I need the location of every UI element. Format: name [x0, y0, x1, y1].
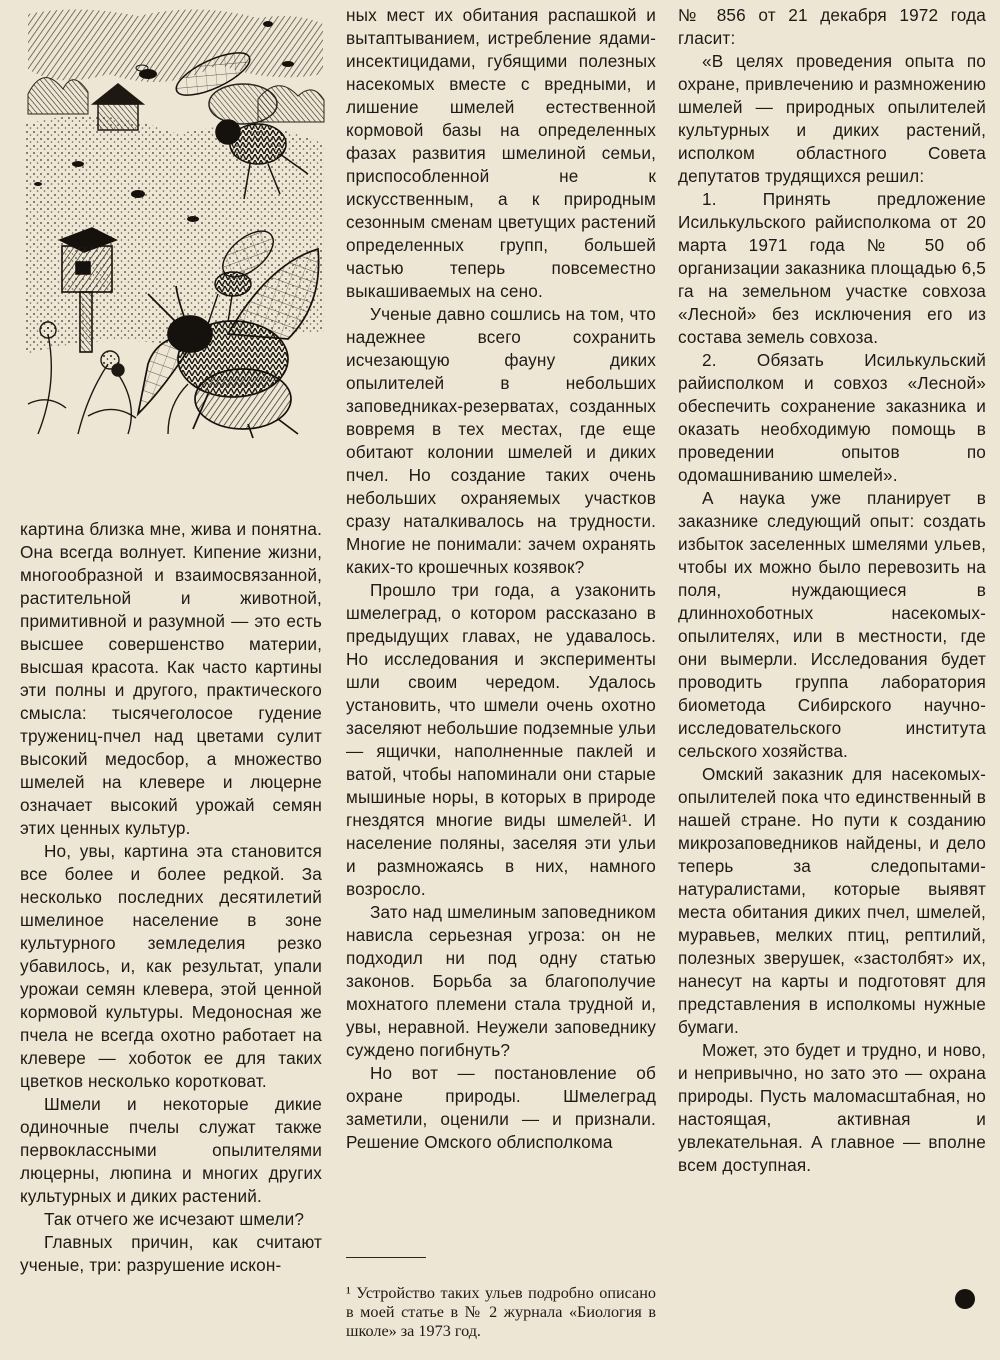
col2-paragraph: Но вот — постановление об охране природы. Шмелеград заметили, оценили — и признали. Решение Омского облисполкома — [346, 1063, 656, 1152]
col1-paragraph: Шмели и некоторые дикие одиночные пчелы служат также первоклассными опылителями люцерны, люпина и многих других культурных и диких растений. — [20, 1094, 322, 1206]
col3-paragraph: А наука уже планирует в заказнике следующий опыт: создать избыток заселенных шмелями ульев, чтобы их можно было перевозить на поля, нуждающиеся в длиннохоботных насекомых-опылителях, или в местности, где они вымерли. Исследования будет проводить группа лаборатория биометода Сибирского научно-исследовательского института сельского хозяйства. — [678, 488, 986, 761]
col2-paragraph: Зато над шмелиным заповедником нависла серьезная угроза: он не подходил ни под одну статью законов. Борьба за благополучие мохнатого племени стала трудной и, увы, неравной. Неужели заповеднику суждено погибнуть? — [346, 902, 656, 1060]
col1-paragraph: Так отчего же исчезают шмели? — [44, 1209, 305, 1229]
col2-paragraph: Прошло три года, а узаконить шмелеград, о котором рассказано в предыдущих главах, не удавалось. Но исследования и эксперименты шли своим чередом. Удалось установить, что шмели очень охотно заселяют небольшие подземные ульи — ящички, наполненные паклей и ватой, чтобы напоминали они старые мышиные норы, в которых в природе гнездятся многие виды шмелей¹. И население поляны, заселяя эти ульи и размножаясь в них, намного возросло. — [346, 580, 656, 899]
col3-paragraph: № 856 от 21 декабря 1972 года гласит: — [678, 5, 986, 48]
column-1 — [20, 0, 322, 1360]
column-3 — [678, 0, 986, 1360]
footnote-divider — [346, 1257, 426, 1258]
col2-paragraph: ных мест их обитания распашкой и вытаптыванием, истребление ядами-инсектицидами, губящими полезных насекомых вместе с вредными, и лишение шмелей естественной кормовой базы на определенных фазах развития шмелиной семьи, приспособленной не к искусственным, а к природным сезонным сменам цветущих растений определенных групп, большей частью теперь повсеместно выкашиваемых на сено. — [346, 5, 656, 301]
col1-paragraph: Главных причин, как считают ученые, три: разрушение искон- — [20, 1232, 322, 1275]
col3-paragraph: Может, это будет и трудно, и ново, и непривычно, но зато это — охрана природы. Пусть маломасштабная, но настоящая, активная и увлекательная. А главное — вполне всем доступная. — [678, 1040, 986, 1175]
col3-paragraph: 1. Принять предложение Исилькульского райисполкома от 20 марта 1971 года № 50 об организации заказника площадью 6,5 га на земельном участке совхоза «Лесной» без исключения его из состава земель совхоза. — [678, 189, 986, 347]
col1-paragraph: Но, увы, картина эта становится все более и более редкой. За несколько последних десятилетий шмелиное население в зоне культурного земледелия резко убавилось, и, как результат, упали урожаи семян клевера, этой ценной кормовой культуры. Медоносная же пчела не всегда охотно работает на клевере — хоботок ее для таких цветков несколько коротковат. — [20, 841, 322, 1091]
col1-paragraph: картина близка мне, жива и понятна. Она всегда волнует. Кипение жизни, многообразной и взаимосвязанной, растительной и животной, примитивной и разумной — это есть высшее совершенство материи, высшая красота. Как часто картины эти полны и другого, практического смысла: тысячеголосое гудение тружениц-пчел над цветами сулит высокий медосбор, а множество шмелей на клевере и люцерне означает высокий урожай семян этих ценных культур. — [20, 519, 322, 838]
footnote: ¹ Устройство таких ульев подробно описано в моей статье в № 2 журнала «Биология в школе» за 1973 год. — [346, 1284, 656, 1341]
end-of-article-dot-icon — [955, 1289, 975, 1309]
col3-paragraph: «В целях проведения опыта по охране, привлечению и размножению шмелей — природных опылителей культурных и диких растений, исполком областного Совета депутатов трудящихся решил: — [678, 51, 986, 186]
column-2 — [346, 0, 656, 1360]
col2-paragraph: Ученые давно сошлись на том, что надежнее всего сохранить исчезающую фауну диких опылителей в небольших заповедниках-резерватах, созданных вовремя в тех местах, где еще обитают колонии шмелей и диких пчел. Но создание таких очень небольших охраняемых участков сразу наталкивалось на трудности. Многие не понимали: зачем охранять каких-то крошечных козявок? — [346, 304, 656, 577]
col3-paragraph: 2. Обязать Исилькульский райисполком и совхоз «Лесной» обеспечить сохранение заказника и оказать необходимую помощь в проведении опытов по одомашниванию шмелей». — [678, 350, 986, 485]
col3-paragraph: Омский заказник для насекомых-опылителей пока что единственный в нашей стране. Но пути к созданию микрозаповедников найдены, и дело теперь за следопытами-натуралистами, которые выявят места обитания диких пчел, шмелей, муравьев, мелких птиц, рептилий, полезных зверушек, «застолбят» их, нанесут на карты и подготовят для представления в исполкомы нужные бумаги. — [678, 764, 986, 1037]
